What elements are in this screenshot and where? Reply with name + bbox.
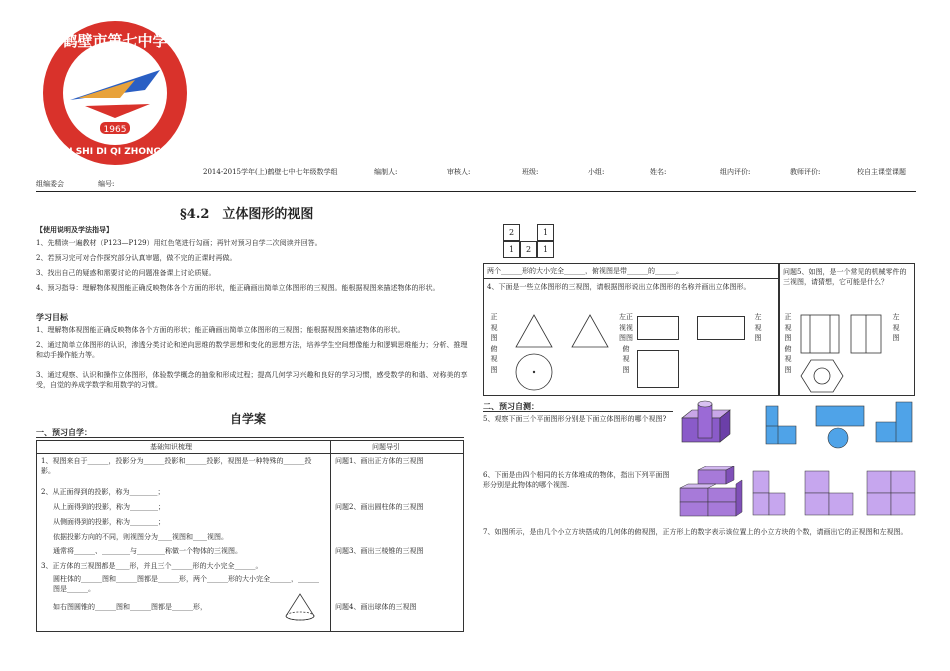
basics-line: 从上面得到的投影，称为________； bbox=[53, 503, 165, 511]
table-header-rule bbox=[36, 453, 464, 454]
grid-cell: 2 bbox=[503, 224, 520, 241]
test-question-7: 7、如图所示，是由几个小立方块搭成的几何体的俯视图，正方形上的数字表示该位置上的小立方块的个数，请画出它的正视图和左视图。 bbox=[483, 528, 908, 536]
header-field: 班级: bbox=[522, 168, 539, 176]
question-item: 问题4、画出球体的三视图 bbox=[335, 603, 417, 611]
part-top-view bbox=[800, 358, 844, 394]
header-rule bbox=[36, 191, 916, 192]
school-logo bbox=[40, 18, 190, 168]
blue-view-3 bbox=[872, 400, 918, 446]
section-rule bbox=[36, 437, 464, 438]
header-field: 教师评价: bbox=[790, 168, 821, 176]
header-number: 编号: bbox=[98, 180, 115, 188]
basics-line: 依据投影方向的不同，则视图分为____视图和____视图。 bbox=[53, 533, 228, 541]
test-question-6: 6、下面是由四个相同的长方体堆成的物体，指出下列平面图形分别是此物体的哪个视图. bbox=[483, 471, 670, 490]
svg-text:HE BI SHI DI QI ZHONG XUE: HE BI SHI DI QI ZHONG XUE bbox=[45, 147, 185, 157]
view-label: 正 视 图 俯 视 图 bbox=[784, 313, 792, 374]
fill-line: 两个______形的大小完全______，俯视图是带______的______。 bbox=[487, 267, 683, 275]
header-field: 校自主课堂课题 bbox=[857, 168, 906, 176]
grid-cell: 1 bbox=[503, 241, 520, 258]
svg-text:鹤壁市第七中学: 鹤壁市第七中学 bbox=[62, 32, 168, 50]
stacked-blocks bbox=[676, 466, 744, 520]
view-label: 左 视 图 bbox=[892, 313, 900, 342]
table-divider bbox=[330, 440, 331, 632]
header-year-group: 2014-2015学年(上)鹤壁七中七年级数学组 bbox=[203, 168, 338, 176]
triangle-shape bbox=[514, 313, 554, 349]
instruction-item: 2、若预习完可对合作探究部分认真审题，做不完的正课时再做。 bbox=[36, 254, 237, 262]
section-rule bbox=[483, 411, 673, 412]
view-label: 左正 视视 图图 俯 视 图 bbox=[619, 313, 633, 374]
solid-figure bbox=[680, 400, 742, 450]
part-front-view bbox=[800, 314, 840, 354]
question-item: 问题2、画出圆柱体的三视图 bbox=[335, 503, 424, 511]
svg-text:1965: 1965 bbox=[103, 125, 127, 135]
header-field: 审核人: bbox=[447, 168, 471, 176]
header-field: 编制人: bbox=[374, 168, 398, 176]
basics-line: 通常将______、________与________称做一个物体的三视图。 bbox=[53, 547, 242, 555]
q5-text: 问题5、如图，是一个常见的机械零件的三视图，请猜想，它可能是什么？ bbox=[783, 268, 907, 287]
preview-heading: 一、预习自学： bbox=[36, 427, 92, 437]
instructions-heading: 【使用说明及学法指导】 bbox=[36, 225, 113, 234]
table-col-basics: 基础知识梳理 bbox=[150, 443, 192, 451]
triangle-shape bbox=[570, 313, 610, 349]
blue-view-1 bbox=[750, 404, 806, 446]
basics-line: 1、视图来自于______，投影分为______投影和______投影，视图是一种特殊的______投影。 bbox=[41, 457, 312, 476]
goals-heading: 学习目标 bbox=[36, 312, 68, 322]
square-shape bbox=[637, 350, 679, 388]
grid-cell: 1 bbox=[537, 224, 554, 241]
table-col-questions: 问题导引 bbox=[372, 443, 400, 451]
self-study-heading: 自学案 bbox=[230, 412, 267, 426]
q4-text: 4、下面是一些立体图形的三视图，请根据图形说出立体图形的名称并画出立体图形。 bbox=[487, 283, 751, 291]
instruction-item: 3、找出自己的疑惑和需要讨论的问题准备课上讨论质疑。 bbox=[36, 269, 216, 277]
grid-cell: 1 bbox=[537, 241, 554, 258]
basics-line: 从侧面得到的投影，称为________； bbox=[53, 518, 165, 526]
instruction-item: 1、先精读一遍教材（P123—P129）用红色笔进行勾画；再针对预习自学二次阅读并回答。 bbox=[36, 239, 322, 247]
circle-shape bbox=[514, 352, 554, 392]
goal-item: 2、通过简单立体图形的认识，渗透分类讨论和逆向思维的数学思想和变化的思想方法，培养学生空间想像能力和逻辑思维能力；分析、推理和动手操作能力等。 bbox=[36, 341, 468, 360]
view-label: 左 视 图 bbox=[754, 313, 762, 342]
question-item: 问题1、画出正方体的三视图 bbox=[335, 457, 424, 465]
basics-line: 3、正方体的三视图都是____形，并且三个______形的大小完全______。 bbox=[41, 562, 263, 570]
blue-view-2 bbox=[814, 404, 866, 450]
rectangle-shape bbox=[637, 316, 679, 340]
purple-view-3 bbox=[866, 470, 916, 516]
instruction-item: 4、预习指导：理解物体视图能正确反映物体各个方面的形状，能正确画出简单立体图形的三视图。能根据视图来描述物体的形状。 bbox=[36, 284, 440, 292]
box-rule bbox=[483, 278, 779, 279]
part-side-view bbox=[850, 314, 882, 354]
basics-line: 圆柱体的______图和______图都是______形，两个______形的大小完全______，______图是______。 bbox=[53, 575, 319, 594]
question-item: 问题3、画出三棱锥的三视图 bbox=[335, 547, 424, 555]
header-committee: 组编委会 bbox=[36, 180, 64, 188]
basics-line: 2、从正面得到的投影，称为________； bbox=[41, 488, 165, 496]
test-question-5: 5、观察下面三个平面图形分别是下面立体图形的哪个视图? bbox=[483, 415, 667, 423]
header-field: 小组: bbox=[588, 168, 605, 176]
self-test-heading: 二、预习自测： bbox=[483, 401, 539, 411]
view-label: 正 视 图 俯 视 图 bbox=[490, 313, 498, 374]
page-title: §4.2 立体图形的视图 bbox=[180, 207, 314, 222]
basics-line: 如右图圆锥的______图和______图都是______形， bbox=[53, 603, 207, 611]
purple-view-2 bbox=[804, 470, 854, 516]
header-field: 组内评价: bbox=[720, 168, 751, 176]
rectangle-shape bbox=[697, 316, 745, 340]
goal-item: 1、理解物体视图能正确反映物体各个方面的形状；能正确画出简单立体图形的三视图；能根据视图来描述物体的形状。 bbox=[36, 326, 405, 334]
header-field: 姓名: bbox=[650, 168, 667, 176]
grid-cell: 2 bbox=[520, 241, 537, 258]
purple-view-1 bbox=[752, 470, 786, 516]
cone-figure bbox=[282, 592, 318, 622]
goal-item: 3、通过观察、认识和操作立体图形，体验数学概念的抽象和形成过程；提高几何学习兴趣和良好的学习习惯，感受数学的和谐、对称美的享受，自觉的养成学数学和用数学的习惯。 bbox=[36, 371, 468, 390]
